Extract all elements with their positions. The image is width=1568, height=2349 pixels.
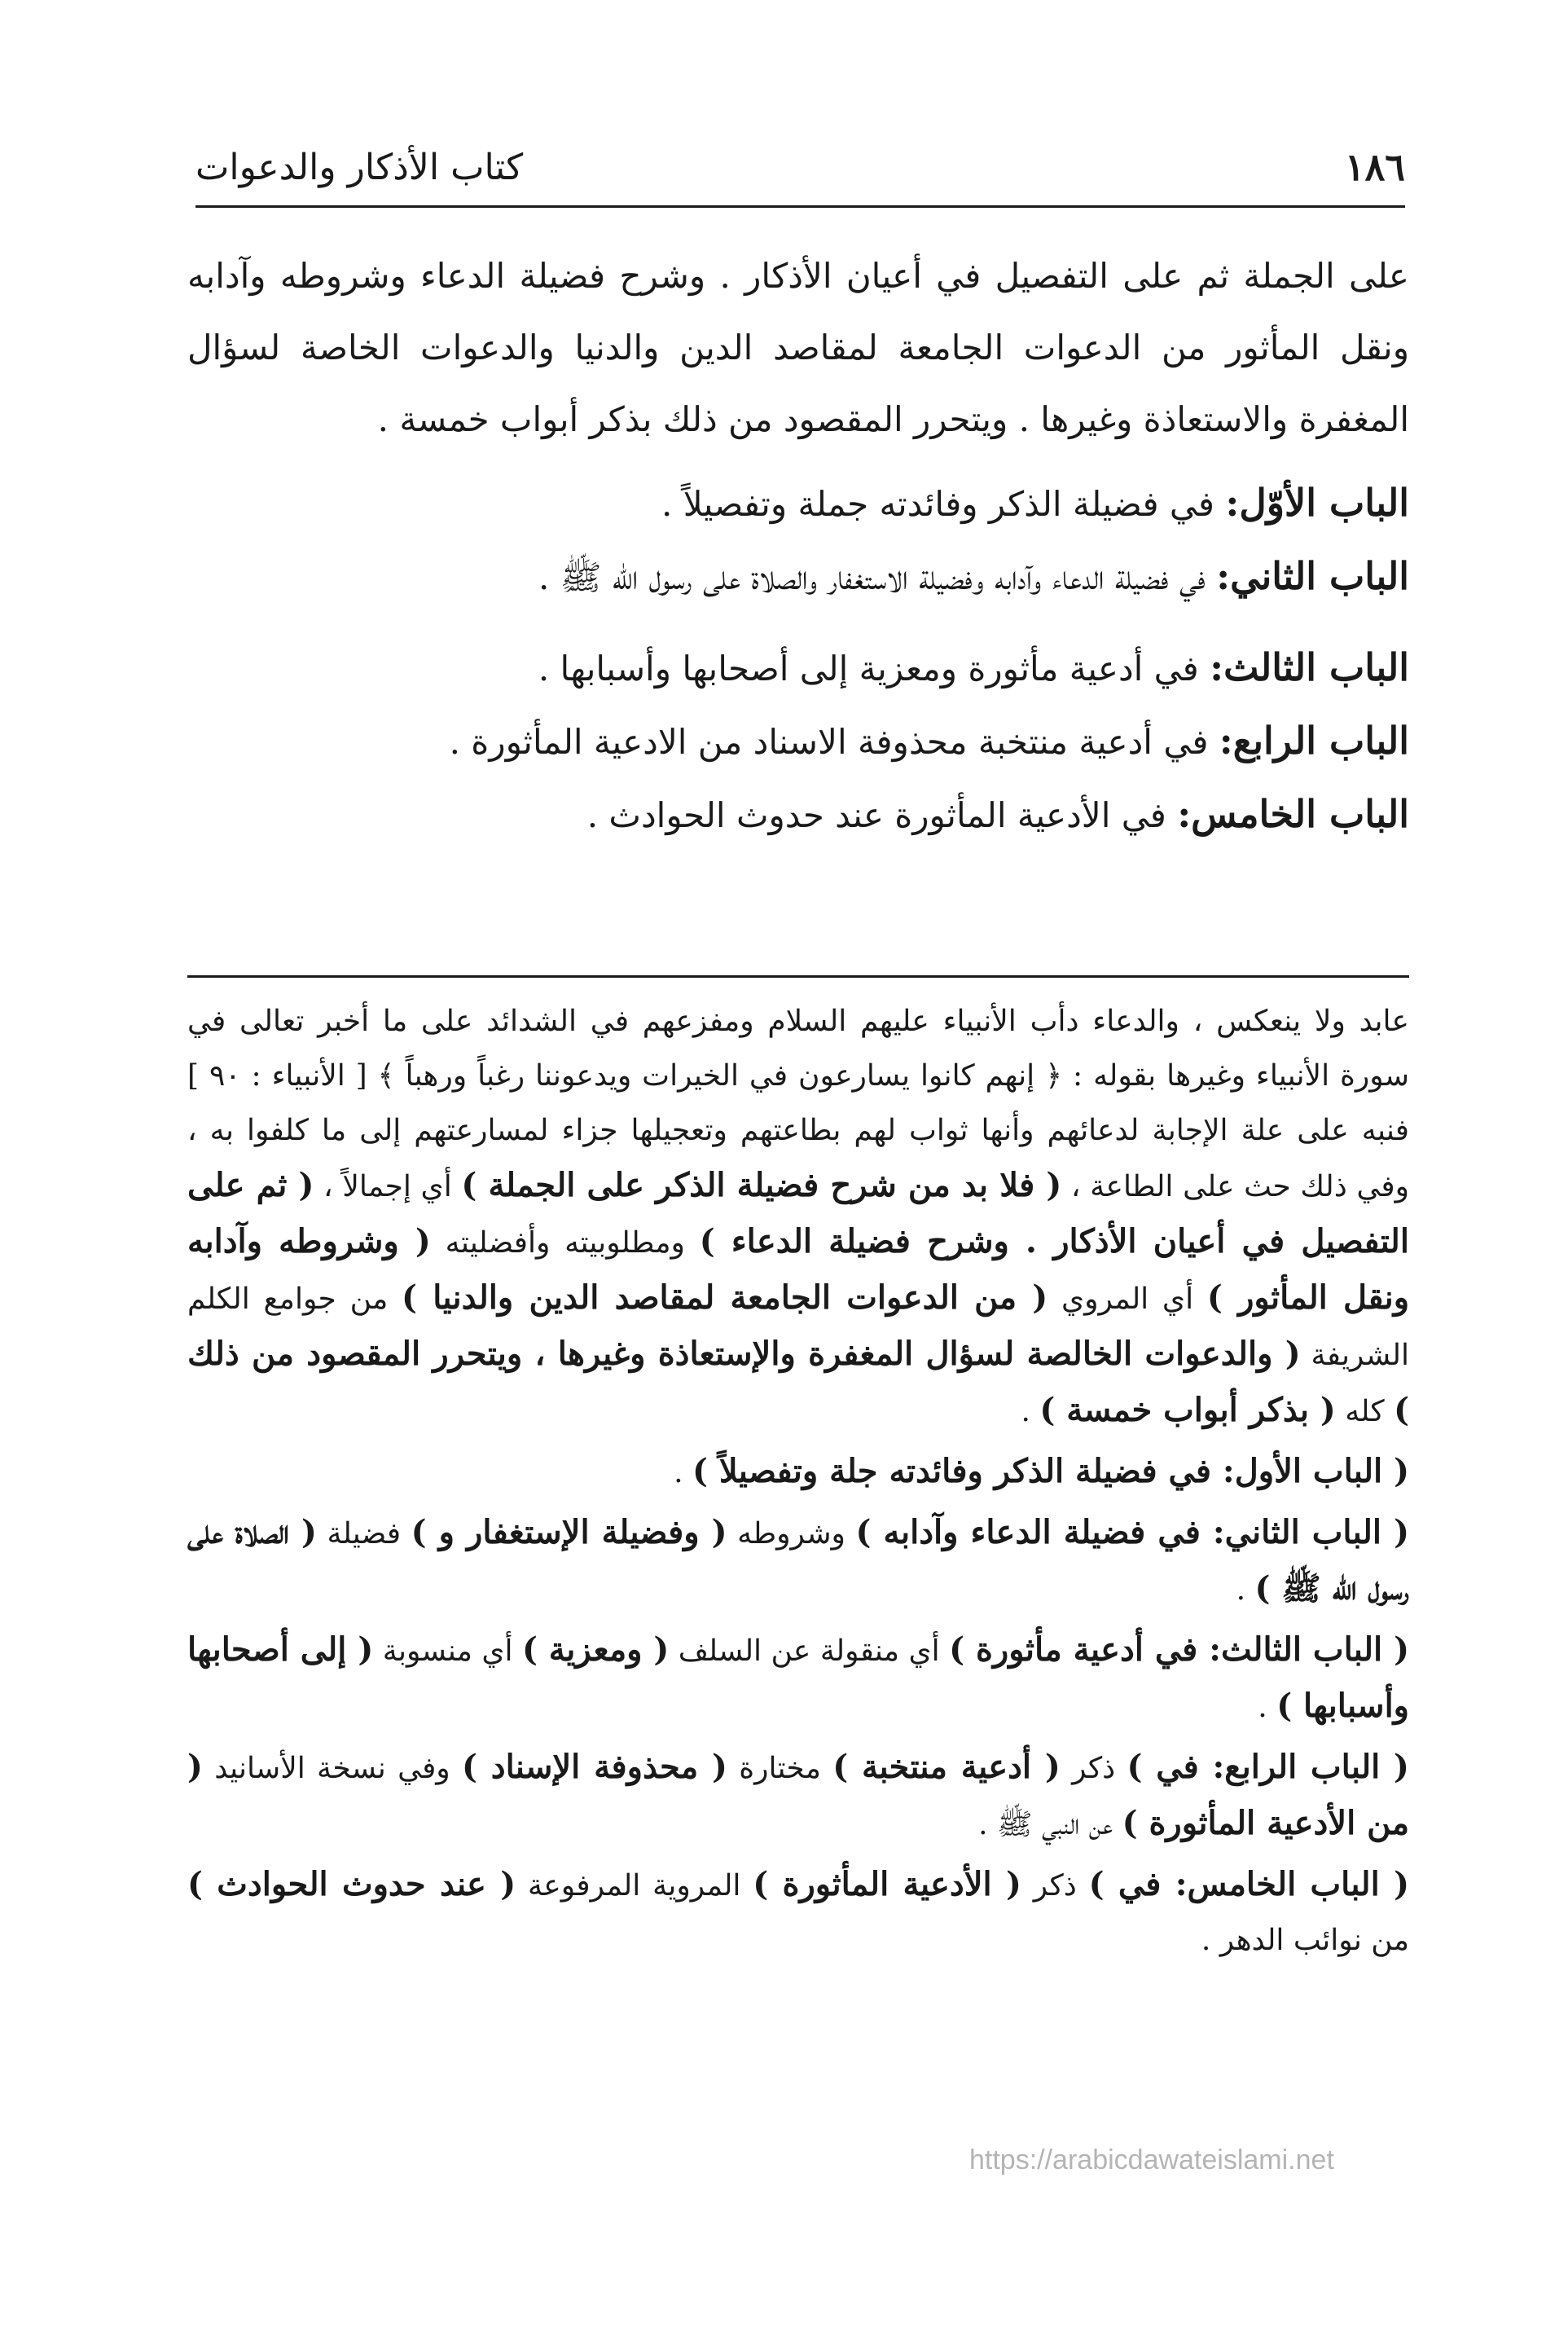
header-rule — [195, 205, 1405, 208]
commentary-quote: ( عند حدوث الحوادث ) — [187, 1865, 516, 1903]
commentary-paragraph-5 — [187, 1740, 1409, 1852]
commentary-text: أي منقولة عن السلف — [669, 1634, 950, 1668]
page-number: ١٨٦ — [1344, 145, 1405, 189]
intro-paragraph: على الجملة ثم على التفصيل في أعيان الأذكار . وشرح فضيلة الدعاء وشروطه وآدابه ونقل المأثور من الدعوات الجامعة لمقاصد الدين والدنيا والدعوات الخاصة لسؤال المغفرة والاستعاذة وغيرها . ويتحرر المقصود من ذلك بذكر أبواب خمسة . — [187, 256, 1409, 439]
commentary-divider — [187, 975, 1409, 978]
commentary-quote: ( الباب الخامس: في ) — [1088, 1865, 1409, 1903]
commentary-quote: ( والدعوات الخالصة لسؤال المغفرة والإستعاذة وغيرها ، ويتحرر المقصود من ذلك ) — [187, 1335, 1409, 1429]
chapter-label: الباب الثالث: — [1210, 645, 1409, 689]
chapter-text: في أدعية منتخبة محذوفة الاسناد من الادعية المأثورة . — [449, 722, 1219, 762]
commentary-text: أي إجمالاً ، — [314, 1170, 462, 1203]
chapter-text: في فضيلة الدعاء وآدابه وفضيلة الاستغفار والصلاة على رسول الله ﷺ . — [538, 557, 1217, 597]
commentary-quote: ( إلى أصحابها وأسبابها ) — [187, 1630, 1409, 1725]
commentary-quote: ( فلا بد من شرح فضيلة الذكر على الجملة ) — [461, 1166, 1062, 1204]
commentary-paragraph-6 — [187, 1857, 1409, 1968]
chapter-2 — [187, 540, 1409, 614]
main-text — [187, 240, 1409, 851]
commentary-text: أي منسوبة — [373, 1634, 522, 1668]
chapter-3 — [187, 631, 1409, 705]
watermark-url: https://arabicdawateislami.net — [969, 2144, 1334, 2175]
commentary-quote: ( الباب الثاني: في فضيلة الدعاء وآدابه ) — [855, 1513, 1409, 1551]
commentary-quote: ( بذكر أبواب خمسة ) — [1039, 1391, 1336, 1429]
commentary-block — [187, 994, 1409, 1968]
chapter-label: الباب الثاني: — [1216, 554, 1409, 598]
commentary-quote: ( من الدعوات الجامعة لمقاصد الدين والدنيا ) — [402, 1278, 1048, 1317]
page-header — [195, 130, 1405, 204]
chapter-label: الباب الرابع: — [1219, 719, 1409, 763]
commentary-text: ذكر — [1060, 1752, 1127, 1785]
commentary-paragraph-3 — [187, 1505, 1409, 1617]
chapter-text: في فضيلة الذكر وفائدته جملة وتفصيلاً . — [661, 484, 1226, 524]
commentary-text: فضيلة — [316, 1517, 411, 1551]
commentary-quote: ( أدعية منتخبة ) — [832, 1748, 1061, 1786]
running-title: كتاب الأذكار والدعوات — [195, 146, 524, 188]
chapter-text: في الأدعية المأثورة عند حدوث الحوادث . — [586, 795, 1178, 835]
commentary-text: كله — [1335, 1395, 1395, 1428]
commentary-paragraph-1 — [187, 994, 1409, 1439]
commentary-text: ذكر — [1021, 1869, 1089, 1903]
commentary-quote: ( ثم على التفصيل في أعيان الأذكار . وشرح فضيلة الدعاء ) — [187, 1166, 1409, 1260]
commentary-quote: ( ومعزية ) — [521, 1630, 670, 1669]
chapter-5 — [187, 778, 1409, 851]
commentary-text: من جوامع الكلم الشريفة — [187, 1282, 1409, 1372]
chapter-list — [187, 467, 1409, 851]
commentary-text: مختارة — [727, 1752, 833, 1785]
commentary-paragraph-2 — [187, 1444, 1409, 1500]
commentary-text: المروية المرفوعة — [516, 1869, 753, 1903]
commentary-text: . — [674, 1456, 693, 1489]
chapter-1 — [187, 467, 1409, 540]
commentary-quote: ( الباب الأول: في فضيلة الذكر وفائدته جلة وتفصيلاً ) — [692, 1452, 1409, 1490]
commentary-text: من نوائب الدهر . — [1201, 1924, 1409, 1957]
chapter-label: الباب الأوّل: — [1225, 481, 1409, 525]
commentary-text: عن النبي ﷺ . — [978, 1808, 1122, 1841]
commentary-quote: ( وفضيلة الإستغفار و ) — [411, 1513, 727, 1551]
commentary-text: وفي نسخة الأسانيد — [202, 1752, 463, 1785]
commentary-text: . — [1258, 1691, 1277, 1724]
commentary-quote: ( الأدعية المأثورة ) — [753, 1865, 1021, 1903]
commentary-text: أي المروي — [1048, 1282, 1207, 1316]
commentary-text: . — [1021, 1395, 1040, 1428]
chapter-4 — [187, 705, 1409, 778]
chapter-label: الباب الخامس: — [1177, 792, 1409, 836]
commentary-quote: ( الباب الثالث: في أدعية مأثورة ) — [949, 1630, 1409, 1669]
commentary-text: . — [1236, 1573, 1255, 1607]
commentary-quote: ( الباب الرابع: في ) — [1127, 1748, 1409, 1786]
commentary-paragraph-4 — [187, 1622, 1409, 1735]
commentary-quote: ( الصلاة على رسول الله ﷺ ) — [187, 1513, 1409, 1608]
commentary-quote: ( محذوفة الإسناد ) — [462, 1748, 727, 1786]
commentary-text: ومطلوبيته وأفضليته — [430, 1226, 700, 1260]
chapter-text: في أدعية مأثورة ومعزية إلى أصحابها وأسبابها . — [538, 649, 1210, 688]
commentary-text: وشروطه — [727, 1517, 856, 1551]
commentary-quote: ( من الأدعية المأثورة ) — [187, 1748, 1409, 1842]
commentary-quote: ( وشروطه وآدابه ونقل المأثور ) — [187, 1222, 1410, 1317]
commentary-text: عابد ولا ينعكس ، والدعاء دأب الأنبياء عليهم السلام ومفزعهم في الشدائد على ما أخبر تعالى في سورة الأنبياء وغيرها بقوله : ﴿ إنهم كانوا يسارعون في الخيرات ويدعوننا رغباً ورهباً ﴾ [ الأنبياء : ٩٠ ] فنبه على علة الإجابة لدعائهم وأنها ثواب لهم بطاعتهم وتعجيلها جزاء لمسارعتهم إلى ما كلفوا به ، وفي ذلك حث على الطاعة ، — [187, 1005, 1409, 1203]
